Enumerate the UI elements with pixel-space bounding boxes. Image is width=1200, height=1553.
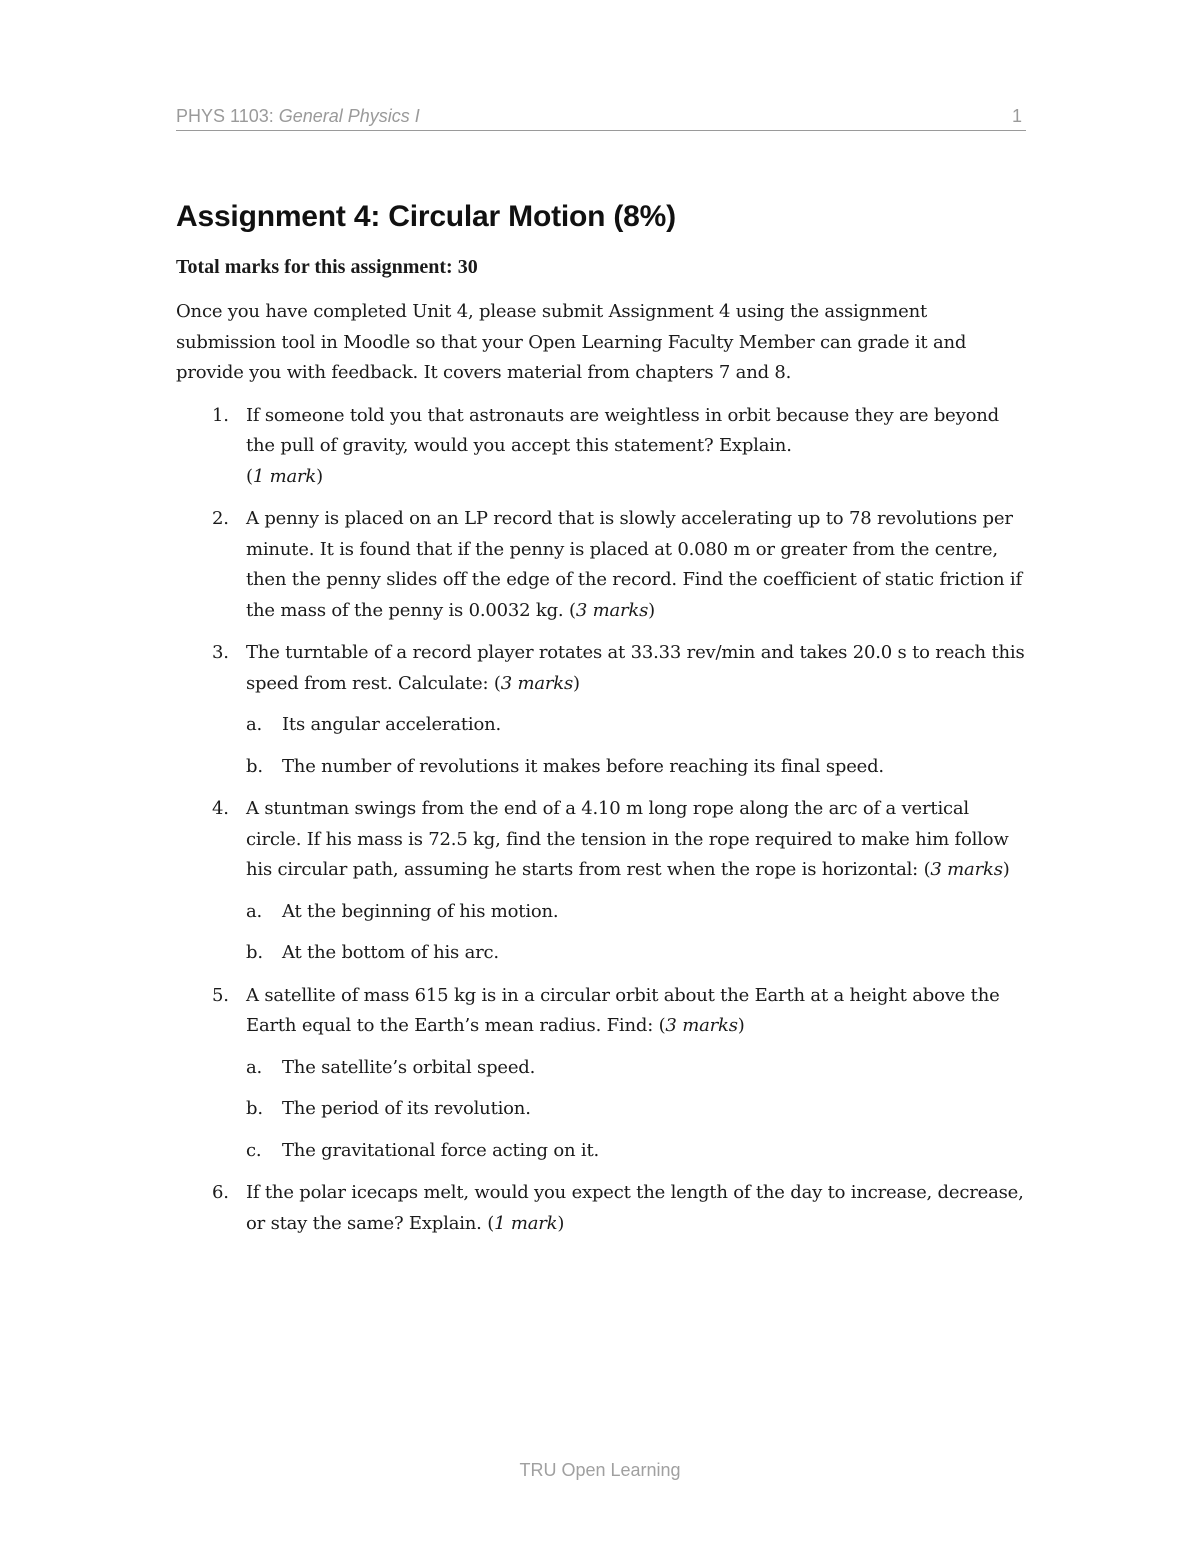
question-item [176,638,1026,782]
question-number: 6. [212,1182,229,1203]
question-number: 5. [212,984,229,1006]
question-item [176,401,1026,493]
question-item [176,981,1026,1167]
page-header [176,106,1026,131]
sub-question-text: At the beginning of his motion. [282,900,559,922]
marks-value: 3 marks [500,672,574,694]
sub-question-letter: a. [246,714,263,735]
page-number: 1 [1011,106,1022,126]
question-item [176,1178,1026,1239]
sub-question-text: Its angular acceleration. [282,714,501,735]
intro-paragraph: Once you have completed Unit 4, please submit Assignment 4 using the assignment submission tool in Moodle so that your Open Learning Faculty Member can grade it and provide you with feedback. It covers material from chapters 7 and 8. [176,301,967,383]
question-text: A stuntman swings from the end of a 4.10 m long rope along the arc of a vertical circle. If his mass is 72.5 kg, find the tension in the rope required to make him follow his circular path, assuming he starts from rest when the rope is horizontal: [246,798,1009,880]
question-number: 1. [212,404,229,426]
question-text: If the polar icecaps melt, would you expect the length of the day to increase, decrease, or stay the same? Explain. [246,1182,1024,1234]
question-list [176,401,1026,1240]
sub-question-item [246,710,1026,741]
question-number: 3. [212,642,229,663]
question-text: The turntable of a record player rotates at 33.33 rev/min and takes 20.0 s to reach this speed from rest. Calculate: [246,642,1025,694]
question-number: 2. [212,508,229,529]
sub-question-text: The number of revolutions it makes before reaching its final speed. [282,755,884,777]
sub-question-list [246,710,1026,782]
sub-question-item [246,1094,1026,1125]
document-body [176,200,1026,1251]
marks-value: 3 marks [930,859,1003,880]
sub-question-letter: b. [246,942,263,963]
question-marks: (1 mark) [246,465,323,487]
sub-question-letter: a. [246,900,263,922]
question-marks: (3 marks) [658,1015,745,1036]
question-item [176,794,1026,969]
sub-question-text: The satellite’s orbital speed. [282,1056,536,1078]
question-marks: (3 marks) [923,859,1010,880]
marks-value: 3 marks [575,599,649,621]
sub-question-letter: b. [246,1098,263,1119]
sub-question-item [246,897,1026,928]
sub-question-text: The gravitational force acting on it. [282,1139,600,1161]
question-marks: (1 mark) [487,1212,565,1234]
question-text: If someone told you that astronauts are weightless in orbit because they are beyond the pull of gravity, would you accept this statement? Explain. [246,404,999,456]
question-number: 4. [212,798,229,819]
course-code: PHYS 1103: [176,106,279,126]
sub-question-letter: a. [246,1056,263,1078]
sub-question-list [246,1053,1026,1167]
course-label [176,106,420,127]
sub-question-list [246,897,1026,969]
sub-question-item [246,1053,1026,1084]
course-name: General Physics I [278,106,420,126]
sub-question-item [246,1136,1026,1167]
question-marks: (3 marks) [493,672,580,694]
marks-value: 3 marks [665,1015,738,1036]
sub-question-letter: c. [246,1139,262,1161]
question-text: A penny is placed on an LP record that is slowly accelerating up to 78 revolutions per minute. It is found that if the penny is placed at 0.080 m or greater from the centre, then the penny slides off the edge of the record. Find the coefficient of static friction if the mass of the penny is 0.0032 kg. [246,508,1022,621]
total-marks: Total marks for this assignment: 30 [176,256,478,278]
sub-question-item [246,752,1026,783]
page-footer: TRU Open Learning [519,1460,681,1480]
sub-question-text: The period of its revolution. [282,1098,531,1119]
question-text: A satellite of mass 615 kg is in a circular orbit about the Earth at a height above the Earth equal to the Earth’s mean radius. Find: [246,984,1000,1036]
sub-question-letter: b. [246,755,263,777]
question-marks: (3 marks) [568,599,655,621]
sub-question-text: At the bottom of his arc. [282,942,499,963]
question-item [176,504,1026,626]
marks-value: 1 mark [494,1212,558,1234]
marks-value: 1 mark [252,465,317,487]
assignment-title: Assignment 4: Circular Motion (8%) [176,200,676,233]
sub-question-item [246,938,1026,969]
